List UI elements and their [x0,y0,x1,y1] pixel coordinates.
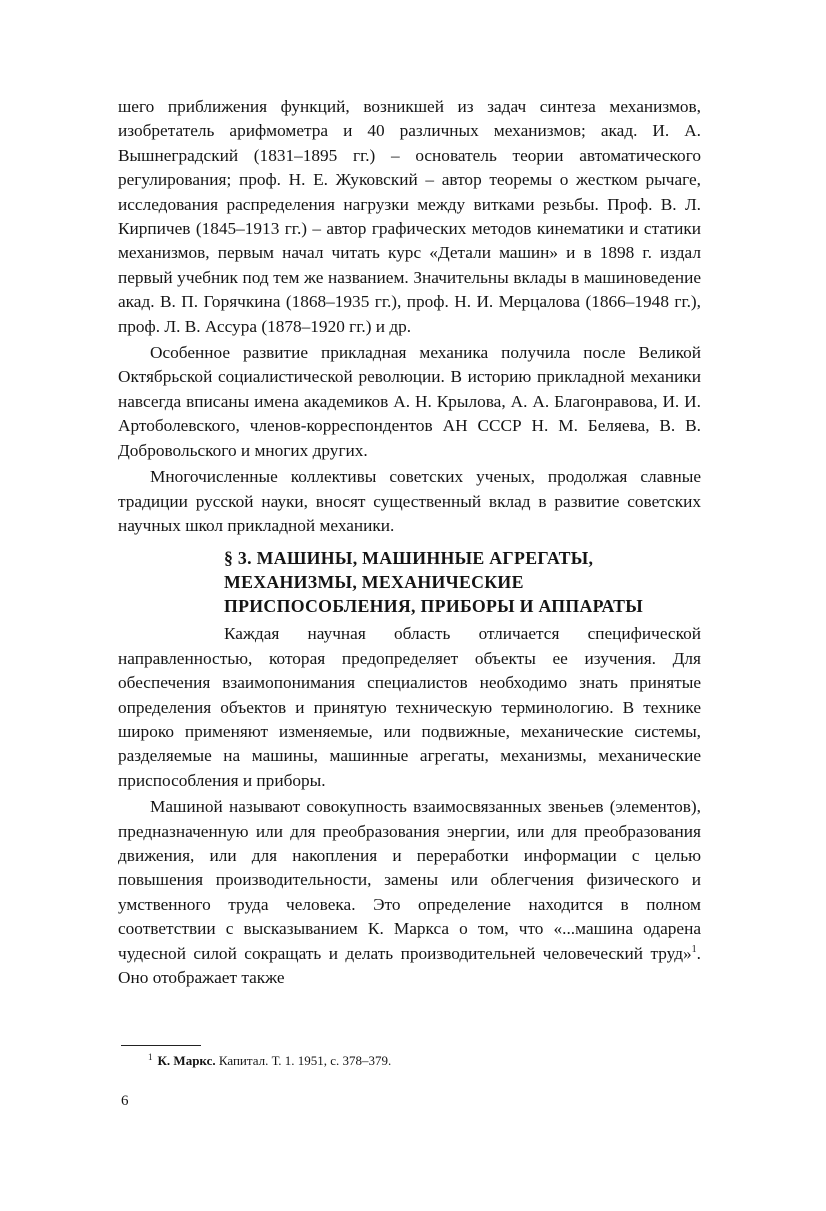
page-number: 6 [121,1093,129,1109]
paragraph-soviet-development: Особенное развитие прикладная механика получила после Великой Октябрьской социалистической революции. В историю прикладной механики навсегда вписаны имена академиков А. Н. Крылова, А. А. Благонравова, И. И. Артоболевского, членов-корреспондентов АН СССР Н. М. Беляева, В. В. Добровольского и многих других. [118,343,701,460]
section-heading [224,546,701,618]
section-heading-line-1: § 3. МАШИНЫ, МАШИННЫЕ АГРЕГАТЫ, [224,548,594,569]
footnote-reference: 1 [691,943,697,955]
footnote-mark: 1 [148,1051,153,1062]
page-body [118,95,701,990]
section-heading-line-2: МЕХАНИЗМЫ, МЕХАНИЧЕСКИЕ [224,572,524,593]
footnote-divider [121,1045,201,1046]
footnote-author: К. Маркс. [157,1053,216,1068]
paragraph-scientists: шего приближения функций, возникшей из задач синтеза механизмов, изобретатель арифмометра и 40 различных механизмов; акад. И. А. Вышнеградский (1831–1895 гг.) – основатель теории автоматического регулирования; проф. Н. Е. Жуковский – автор теоремы о жестком рычаге, исследования распределения нагрузки между витками резьбы. Проф. В. Л. Кирпичев (1845–1913 гг.) – автор графических методов кинематики и статики механизмов, первым начал читать курс «Детали машин» и в 1898 г. издал первый учебник под тем же названием. Значительны вклады в машиноведение акад. В. П. Горячкина (1868–1935 гг.), проф. Н. И. Мерцалова (1866–1948 гг.), проф. Л. В. Ассура (1878–1920 гг.) и др. [118,97,701,336]
section-heading-line-3: ПРИСПОСОБЛЕНИЯ, ПРИБОРЫ И АППАРАТЫ [224,596,644,617]
paragraph-collectives: Многочисленные коллективы советских ученых, продолжая славные традиции русской науки, вносят существенный вклад в развитие советских научных школ прикладной механики. [118,467,701,535]
footnote [148,1052,391,1070]
paragraph-machine-definition [118,795,701,990]
footnote-text: Капитал. Т. 1. 1951, с. 378–379. [218,1053,392,1068]
paragraph-terminology: Каждая научная область отличается специфической направленностью, которая предопределяет объекты ее изучения. Для обеспечения взаимопонимания специалистов необходимо знать принятые определения объектов и принятую техническую терминологию. В технике широко применяют изменяемые, или подвижные, механические системы, разделяемые на машины, машинные агрегаты, механизмы, механические приспособления и приборы. [118,624,701,790]
machine-definition-tail: . Оно отображает также [118,943,701,987]
machine-definition-text: Машиной называют совокупность взаимосвязанных звеньев (элементов), предназначенную или для преобразования энергии, или для преобразования движения, или для накопления и переработки информации с целью повышения производительности, замены или облегчения физического и умственного труда человека. Это определение находится в полном соответствии с высказыванием К. Маркса о том, что «...машина одарена чудесной силой сокращать и делать производительней человеческий труд» [118,797,701,963]
